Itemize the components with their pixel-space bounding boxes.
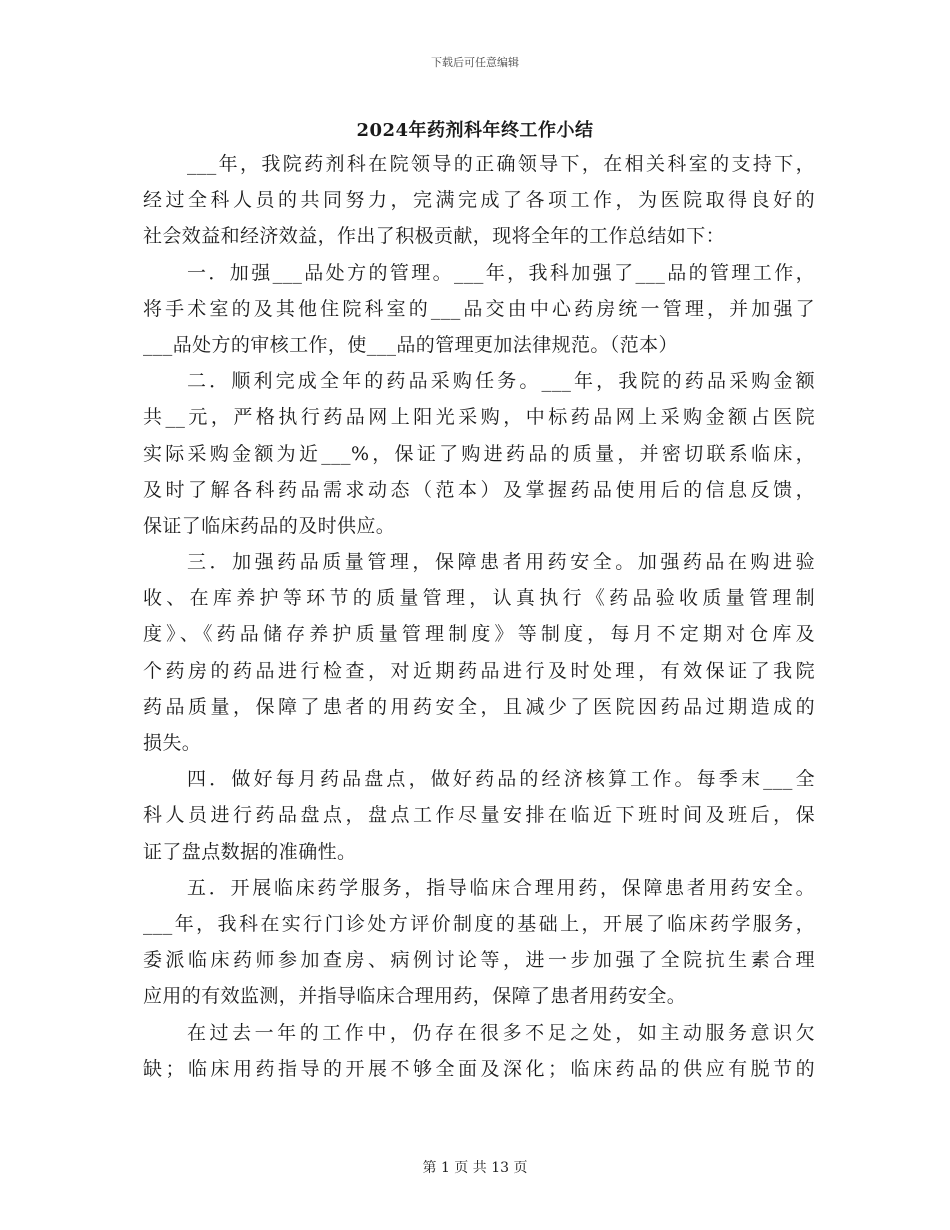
text-line: 委派临床药师参加查房、病例讨论等，进一步加强了全院抗生素合理 — [143, 949, 815, 972]
text-line: 四．做好每月药品盘点，做好药品的经济核算工作。每季末___全 — [187, 768, 815, 791]
text-line: ___年，我科在实行门诊处方评价制度的基础上，开展了临床药学服务， — [143, 912, 815, 935]
paragraph — [143, 544, 815, 761]
text-line: 在过去一年的工作中，仍存在很多不足之处，如主动服务意识欠 — [187, 1021, 815, 1044]
text-line: 实际采购金额为近___%，保证了购进药品的质量，并密切联系临床， — [143, 442, 815, 465]
page-number: 第 1 页 共 13 页 — [422, 1160, 528, 1176]
text-line: 五．开展临床药学服务，指导临床合理用药，保障患者用药安全。 — [187, 876, 815, 899]
paragraph — [143, 1015, 815, 1087]
text-line: 二．顺利完成全年的药品采购任务。___年，我院的药品采购金额 — [187, 370, 815, 393]
paragraph — [143, 870, 815, 1015]
paragraph — [143, 363, 815, 544]
paragraph — [143, 146, 815, 255]
text-line: 应用的有效监测，并指导临床合理用药，保障了患者用药安全。 — [143, 985, 687, 1008]
text-line: 一．加强___品处方的管理。___年，我科加强了___品的管理工作， — [187, 261, 815, 284]
text-line: 将手术室的及其他住院科室的___品交由中心药房统一管理，并加强了 — [143, 297, 815, 320]
text-line: 收、在库养护等环节的质量管理，认真执行《药品验收质量管理制 — [143, 587, 815, 610]
text-line: 证了盘点数据的准确性。 — [143, 840, 357, 863]
text-line: 科人员进行药品盘点，盘点工作尽量安排在临近下班时间及班后，保 — [143, 804, 815, 827]
text-line: 经过全科人员的共同努力，完满完成了各项工作，为医院取得良好的 — [143, 189, 815, 212]
text-line: ___年，我院药剂科在院领导的正确领导下，在相关科室的支持下， — [187, 153, 815, 175]
text-line: 损失。 — [143, 732, 202, 754]
text-line: ___品处方的审核工作，使___品的管理更加法律规范。（范本） — [143, 333, 678, 356]
text-line: 药品质量，保障了患者的用药安全，且减少了医院因药品过期造成的 — [143, 695, 815, 718]
text-line: 保证了临床药品的及时供应。 — [143, 514, 396, 537]
paragraph — [143, 255, 815, 364]
text-line: 度》、《药品储存养护质量管理制度》等制度，每月不定期对仓库及 — [143, 623, 815, 646]
document-body — [143, 146, 815, 1087]
text-line: 及时了解各科药品需求动态（范本）及掌握药品使用后的信息反馈， — [143, 478, 815, 501]
text-line: 缺；临床用药指导的开展不够全面及深化；临床药品的供应有脱节的 — [143, 1057, 815, 1080]
text-line: 共__元，严格执行药品网上阳光采购，中标药品网上采购金额占医院 — [143, 406, 815, 429]
text-line: 社会效益和经济效益，作出了积极贡献，现将全年的工作总结如下： — [143, 225, 726, 248]
document-title: 2024年药剂科年终工作小结 — [356, 120, 594, 141]
text-line: 三．加强药品质量管理，保障患者用药安全。加强药品在购进验 — [187, 551, 815, 574]
paragraph — [143, 761, 815, 870]
text-line: 个药房的药品进行检查，对近期药品进行及时处理，有效保证了我院 — [143, 659, 815, 682]
header-note: 下载后可任意编辑 — [431, 56, 519, 69]
